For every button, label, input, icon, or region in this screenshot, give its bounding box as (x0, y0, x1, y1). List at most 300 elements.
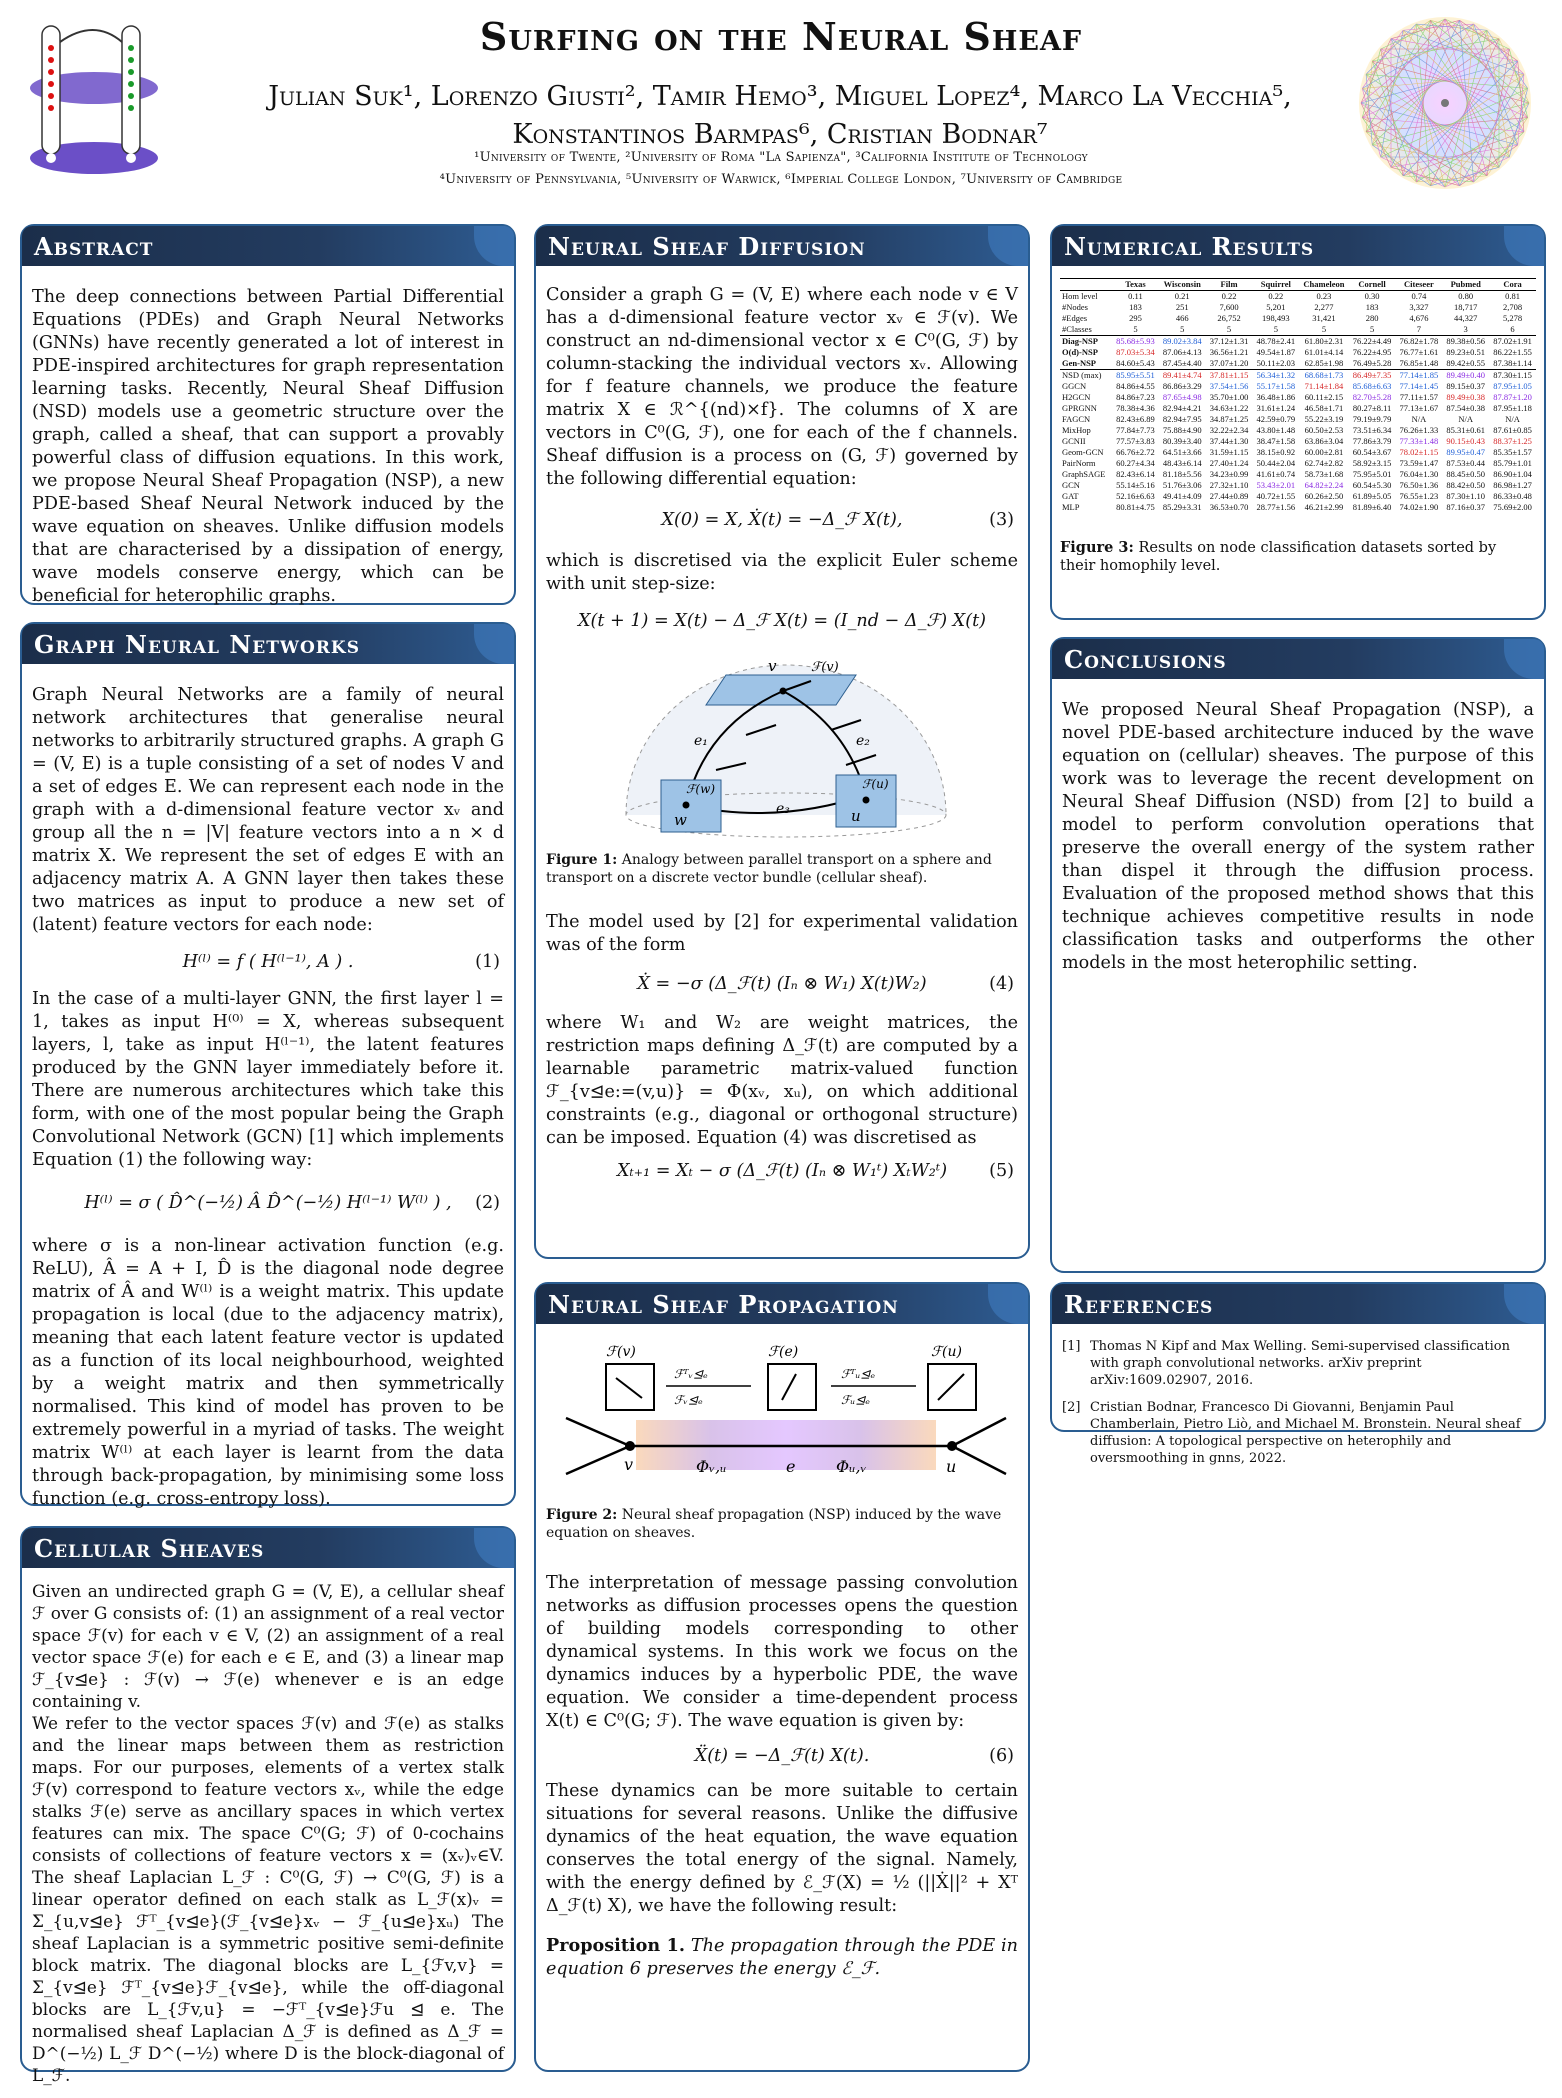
results-panel (1050, 224, 1546, 620)
table-row (1060, 502, 1536, 513)
table-cell: 75.95±5.01 (1352, 469, 1392, 479)
table-cell: 58.92±3.15 (1352, 458, 1392, 468)
table-cell: 61.89±5.05 (1352, 491, 1392, 501)
affiliations-line-2: ⁴University of Pennsylvania, ⁵University of Warwick, ⁶Imperial College London, ⁷University of Cambridge (439, 172, 1123, 187)
gnn-paragraph-1: Graph Neural Networks are a family of neural network architectures that generalise neural networks to arbitrarily structured graphs. A graph G = (V, E) is a tuple consisting of a set of nodes V and a set of edges E. We can represent each node in the graph with a d-dimensional feature vector xᵥ and group all the n = |V| feature vectors into a n × d matrix X. We represent the set of edges E with an adjacency matrix A. A GNN layer then takes these two matrices as input to produce a new set of (latent) feature vectors for each node: (32, 685, 504, 935)
row-label: Geom-GCN (1062, 447, 1104, 457)
table-cell: 88.45±0.50 (1446, 469, 1486, 479)
results-column-header (1060, 279, 1112, 291)
table-cell: 2,277 (1314, 302, 1334, 312)
equation-5-number: (5) (989, 1161, 1014, 1181)
table-cell: 31,421 (1312, 313, 1336, 323)
fig2-label-Fe: ℱ(e) (768, 1344, 799, 1360)
fig1-label-v: v (768, 657, 777, 675)
row-label: MixHop (1062, 425, 1091, 435)
table-cell: 68.68±1.73 (1299, 370, 1348, 382)
table-cell: 34.63±1.22 (1209, 403, 1249, 413)
results-column-header: Film (1206, 279, 1253, 291)
table-cell: 0.21 (1159, 291, 1206, 303)
table-cell: 60.54±3.67 (1352, 447, 1392, 457)
fig1-label-w: w (674, 811, 687, 829)
table-cell: 76.22±4.49 (1349, 336, 1396, 348)
authors (230, 78, 1330, 154)
table-cell: 50.44±2.04 (1256, 458, 1296, 468)
nsd-paragraph-2: which is discretised via the explicit Euler scheme with unit step-size: (546, 551, 1018, 594)
table-cell: 85.35±1.57 (1493, 447, 1532, 457)
affiliations-line-1: ¹University of Twente, ²University of Roma "La Sapienza", ³California Institute of Technology (474, 150, 1088, 165)
fig2-label-Fv: ℱ(v) (606, 1344, 636, 1360)
table-cell: 87.87±1.20 (1493, 392, 1532, 402)
equation-6-body: Ẍ(t) = −Δ_ℱ(t) X(t). (694, 1746, 870, 1766)
equation-2-number: (2) (475, 1193, 500, 1213)
table-cell: 84.86±7.23 (1116, 392, 1155, 402)
table-cell: 41.61±0.74 (1256, 469, 1296, 479)
table-cell: 87.95±1.05 (1493, 381, 1532, 391)
table-cell: 28.77±1.56 (1256, 502, 1296, 512)
table-cell: 74.02±1.90 (1399, 502, 1439, 512)
equation-2 (32, 1192, 504, 1215)
table-cell: 466 (1175, 313, 1189, 323)
table-row (1060, 436, 1536, 447)
table-cell: 62.74±2.82 (1304, 458, 1344, 468)
table-row (1060, 491, 1536, 502)
results-heading: Numerical Results (1052, 226, 1544, 266)
table-cell: 87.16±0.37 (1446, 502, 1486, 512)
table-cell: 48.43±6.14 (1162, 458, 1202, 468)
table-cell: 51.76±3.06 (1162, 480, 1202, 490)
table-row (1060, 347, 1536, 358)
table-cell: 280 (1365, 313, 1379, 323)
table-cell: 55.22±3.19 (1304, 414, 1344, 424)
table-cell: 62.85±1.98 (1304, 358, 1344, 368)
table-cell: 80.27±8.11 (1352, 403, 1392, 413)
equation-3-body: X(0) = X, Ẋ(t) = −Δ_ℱ X(t), (661, 510, 903, 530)
fig1-label-e2: e₂ (856, 733, 870, 749)
table-cell: 75.88±4.90 (1162, 425, 1202, 435)
table-cell: 85.29±3.31 (1162, 502, 1202, 512)
table-cell: 80.39±3.40 (1162, 436, 1202, 446)
table-cell: 60.11±2.15 (1304, 392, 1344, 402)
table-row (1060, 480, 1536, 491)
references-heading: References (1052, 1284, 1544, 1324)
table-cell: 37.07±1.20 (1209, 358, 1249, 368)
sheaves-heading: Cellular Sheaves (22, 1528, 514, 1568)
table-cell: 76.77±1.61 (1399, 347, 1439, 357)
figure-2-label: Figure 2: (546, 1507, 618, 1523)
figure-2-caption: Neural sheaf propagation (NSP) induced by the wave equation on sheaves. (546, 1507, 1002, 1541)
table-cell: 89.41±4.74 (1159, 370, 1206, 382)
table-cell: 78.38±4.36 (1116, 403, 1155, 413)
table-cell: 84.86±4.55 (1116, 381, 1155, 391)
table-cell: 251 (1175, 302, 1189, 312)
table-cell: 49.41±4.09 (1162, 491, 1202, 501)
table-cell: 5 (1180, 324, 1185, 334)
figure-3-caption: Results on node classification datasets sorted by their homophily level. (1060, 540, 1497, 574)
table-cell: 27.32±1.10 (1209, 480, 1249, 490)
abstract-heading: Abstract (22, 226, 514, 266)
results-table (1060, 278, 1536, 513)
table-cell: 18,717 (1453, 302, 1478, 312)
table-cell: 55.14±5.16 (1116, 480, 1155, 490)
table-cell: 27.40±1.24 (1209, 458, 1249, 468)
nsd-paragraph-4: where W₁ and W₂ are weight matrices, the restriction maps defining Δ_ℱ(t) are computed by a learnable parametric matrix-valued function ℱ_{v⊴e:=(v,u)} = Φ(xᵥ, xᵤ), on which additional constraints (e.g., diagonal or orthogonal structure) can be imposed. Equation (4) was discretised as (546, 1013, 1018, 1148)
results-column-header: Cora (1489, 279, 1536, 291)
table-cell: 76.55±1.23 (1399, 491, 1439, 501)
table-cell: 60.26±2.50 (1304, 491, 1344, 501)
table-cell: 86.22±1.55 (1493, 347, 1532, 357)
table-row (1060, 392, 1536, 403)
results-column-header: Cornell (1349, 279, 1396, 291)
table-row (1060, 458, 1536, 469)
row-label: H2GCN (1062, 392, 1091, 402)
table-cell: 82.70±5.28 (1352, 392, 1392, 402)
table-cell: 84.60±5.43 (1116, 358, 1155, 368)
equation-6-number: (6) (989, 1746, 1014, 1766)
table-cell: 0.80 (1442, 291, 1489, 303)
table-cell: 60.50±2.53 (1304, 425, 1344, 435)
table-cell: 5 (1133, 324, 1138, 334)
poster-title: Surfing on the Neural Sheaf (479, 14, 1083, 59)
table-cell: 87.02±1.91 (1489, 336, 1536, 348)
equation-1-number: (1) (475, 952, 500, 972)
table-cell: 0.22 (1206, 291, 1253, 303)
figure-1-sphere-diagram (546, 645, 1020, 845)
table-cell: 89.49±0.40 (1442, 370, 1489, 382)
proposition-1-text: The propagation through the PDE in equation 6 preserves the energy ℰ_ℱ. (546, 1936, 1019, 1979)
table-cell: 34.87±1.25 (1209, 414, 1249, 424)
fig2-label-v: v (624, 1455, 634, 1474)
table-row (1060, 291, 1536, 303)
table-cell: 42.59±0.79 (1256, 414, 1296, 424)
table-cell: 76.50±1.36 (1399, 480, 1439, 490)
table-cell: 77.84±7.73 (1116, 425, 1155, 435)
table-cell: 34.23±0.99 (1209, 469, 1249, 479)
equation-1-body: H⁽ˡ⁾ = f ( H⁽ˡ⁻¹⁾, A ) . (182, 952, 354, 972)
fig1-label-u: u (851, 807, 861, 825)
row-label: O(d)-NSP (1062, 347, 1098, 357)
fig1-label-Fv: ℱ(v) (811, 660, 839, 675)
sheaves-panel (20, 1526, 516, 2085)
table-cell: 66.76±2.72 (1116, 447, 1155, 457)
fig1-label-e3: e₃ (776, 801, 790, 817)
table-cell: 77.14±1.45 (1399, 381, 1439, 391)
table-cell: 60.54±5.30 (1352, 480, 1392, 490)
table-cell: 35.70±1.00 (1209, 392, 1249, 402)
equation-4-number: (4) (989, 974, 1014, 994)
table-cell: 77.57±3.83 (1116, 436, 1155, 446)
table-cell: 26,752 (1217, 313, 1241, 323)
table-cell: 85.31±0.61 (1446, 425, 1486, 435)
table-cell: 86.33±0.48 (1493, 491, 1532, 501)
table-cell: 89.15±0.37 (1446, 381, 1486, 391)
equation-6 (546, 1745, 1018, 1768)
table-cell: 86.49±7.35 (1349, 370, 1396, 382)
table-cell: 46.58±1.71 (1304, 403, 1344, 413)
table-cell: 27.44±0.89 (1209, 491, 1249, 501)
gnn-paragraph-2: In the case of a multi-layer GNN, the first layer l = 1, takes as input H⁽⁰⁾ = X, whereas subsequent layers, l, take as input H⁽ˡ⁻¹⁾, the latent features produced by the GNN layer immediately before it. There are numerous architectures which take this form, with one of the most popular being the Graph Convolutional Network (GCN) [1] which implements Equation (1) the following way: (32, 989, 504, 1170)
table-cell: 7,600 (1219, 302, 1239, 312)
row-label: GraphSAGE (1062, 469, 1106, 479)
fig2-label-phi-uv: Φᵤ,ᵥ (836, 1457, 867, 1476)
row-label: Gen-NSP (1062, 358, 1096, 368)
table-cell: 87.30±1.15 (1489, 370, 1536, 382)
table-cell: 3,327 (1409, 302, 1429, 312)
nsd-paragraph-3: The model used by [2] for experimental validation was of the form (546, 912, 1018, 955)
table-cell: 76.85±1.48 (1399, 358, 1439, 368)
table-row (1060, 324, 1536, 336)
table-cell: 0.22 (1252, 291, 1299, 303)
table-cell: 5,201 (1266, 302, 1286, 312)
table-cell: 295 (1129, 313, 1142, 323)
fig2-label-Fu: ℱ(u) (931, 1344, 962, 1360)
table-cell: 82.43±6.14 (1116, 469, 1155, 479)
table-cell: 82.94±4.21 (1162, 403, 1202, 413)
table-cell: 76.49±5.28 (1352, 358, 1392, 368)
reference-text: Thomas N Kipf and Max Welling. Semi-supervised classification with graph convolutional networks. arXiv preprint arXiv:1609.02907, 2016. (1090, 1339, 1510, 1388)
table-cell: 48.78±2.41 (1252, 336, 1299, 348)
figure-1-caption: Analogy between parallel transport on a sphere and transport on a discrete vector bundle (cellular sheaf). (546, 852, 992, 886)
table-cell: 61.01±4.14 (1304, 347, 1344, 357)
reference-number: [2] (1062, 1400, 1081, 1415)
table-cell: N/A (1458, 414, 1473, 424)
table-cell: 77.86±3.79 (1352, 436, 1392, 446)
equation-1 (32, 951, 504, 974)
sheaves-paragraph-1: Given an undirected graph G = (V, E), a cellular sheaf ℱ over G consists of: (1) an assignment of a real vector space ℱ(v) for each v ∈ V, (2) an assignment of a real vector space ℱ(e) for each e ∈ E, and (3) a linear map ℱ_{v⊴e} : ℱ(v) → ℱ(e) whenever e is an edge containing v. (32, 1581, 504, 1711)
fig1-label-Fw: ℱ(w) (686, 782, 716, 796)
table-cell: 0.30 (1349, 291, 1396, 303)
table-cell: 82.43±6.89 (1116, 414, 1155, 424)
table-cell: 50.11±2.03 (1256, 358, 1296, 368)
row-label: GCN (1062, 480, 1080, 490)
table-cell: 87.54±0.38 (1446, 403, 1486, 413)
table-cell: 86.86±3.29 (1162, 381, 1202, 391)
table-cell: 36.56±1.21 (1209, 347, 1249, 357)
nsp-panel (534, 1282, 1030, 2072)
table-cell: 0.74 (1395, 291, 1442, 303)
table-cell: 5 (1369, 324, 1375, 334)
table-cell: 78.02±1.15 (1399, 447, 1439, 457)
table-cell: 183 (1129, 302, 1142, 312)
figure-2-propagation-diagram (546, 1338, 1020, 1488)
table-cell: 64.51±3.66 (1162, 447, 1202, 457)
table-cell: 31.61±1.24 (1256, 403, 1296, 413)
table-cell: 86.98±1.27 (1493, 480, 1532, 490)
table-cell: 0.11 (1112, 291, 1159, 303)
equation-5 (546, 1160, 1018, 1183)
table-cell: 86.90±1.04 (1493, 469, 1532, 479)
table-cell: 88.37±1.25 (1493, 436, 1532, 446)
table-row (1060, 469, 1536, 480)
fig2-label-map4: ℱᵤ⊴ₑ (841, 1393, 870, 1407)
results-column-header: Pubmed (1442, 279, 1489, 291)
gnn-paragraph-3: where σ is a non-linear activation function (e.g. ReLU), Â = A + I, D̂ is the diagonal node degree matrix of Â and W⁽ˡ⁾ is a weight matrix. This update propagation is local (due to the adjacency matrix), meaning that each latent feature vector is updated as a function of its local neighbourhood, weighted by a weight matrix and then symmetrically normalised. This kind of model has proven to be extremely powerful in a myriad of tasks. The weight matrix W⁽ˡ⁾ at each layer is learnt from the data through back-propagation, by minimising some loss function (e.g. cross-entropy loss). (32, 1236, 504, 1509)
table-cell: 44,327 (1453, 313, 1478, 323)
table-cell: 71.14±1.84 (1304, 381, 1344, 391)
table-row (1060, 302, 1536, 313)
table-cell: N/A (1505, 414, 1520, 424)
table-cell: 60.27±4.34 (1116, 458, 1155, 468)
references-list (1052, 1324, 1544, 1491)
table-cell: 61.80±2.31 (1299, 336, 1348, 348)
table-cell: 0.23 (1299, 291, 1348, 303)
fig2-label-map3: ℱᵀᵤ⊴ₑ (841, 1367, 875, 1381)
equation-4 (546, 973, 1018, 996)
nsp-paragraph-2: These dynamics can be more suitable to certain situations for several reasons. Unlike the diffusive dynamics of the heat equation, the wave equation conserves the total energy of the signal. Namely, with the energy defined by ℰ_ℱ(X) = ½ (||Ẋ||² + Xᵀ Δ_ℱ(t) X), we have the following result: (546, 1781, 1018, 1916)
results-table-meta (1060, 291, 1536, 336)
table-row (1060, 358, 1536, 370)
table-cell: 88.42±0.50 (1446, 480, 1486, 490)
table-cell: 60.00±2.81 (1304, 447, 1344, 457)
fig2-label-u: u (946, 1457, 957, 1476)
abstract-text: The deep connections between Partial Differential Equations (PDEs) and Graph Neural Networks (GNNs) have recently generated a lot of interest in PDE-inspired architectures for graph representation learning tasks. Recently, Neural Sheaf Diffusion (NSD) models use a geometric structure over the graph, called a sheaf, that can support a provably powerful class of diffusion equations. In this work, we propose Neural Sheaf Propagation (NSP), a new PDE-based Sheaf Neural Network induced by the wave equation on sheaves. Unlike diffusion models that are characterised by a dissipation of energy, wave models conserve energy, which can be beneficial for heterophilic graphs. (32, 287, 504, 606)
table-cell: 89.49±0.38 (1446, 392, 1486, 402)
table-cell: 76.82±1.78 (1395, 336, 1442, 348)
table-cell: 37.44±1.30 (1209, 436, 1249, 446)
table-cell: 77.11±1.57 (1399, 392, 1439, 402)
results-column-header: Texas (1112, 279, 1159, 291)
mandala-graph-icon (1356, 14, 1534, 192)
results-column-header: Chameleon (1299, 279, 1348, 291)
table-cell: 89.38±0.56 (1442, 336, 1489, 348)
row-label: GGCN (1062, 381, 1087, 391)
table-cell: 87.61±0.85 (1493, 425, 1532, 435)
results-table-baselines (1060, 370, 1536, 514)
table-cell: 0.81 (1489, 291, 1536, 303)
table-cell: 85.68±6.63 (1352, 381, 1392, 391)
proposition-1-label: Proposition 1. (546, 1935, 685, 1956)
row-label: GAT (1062, 491, 1079, 501)
table-row (1060, 425, 1536, 436)
table-row (1060, 370, 1536, 382)
row-label: FAGCN (1062, 414, 1091, 424)
table-cell: 85.95±5.51 (1112, 370, 1159, 382)
row-label: MLP (1062, 502, 1080, 512)
table-cell: 77.14±1.85 (1395, 370, 1442, 382)
table-cell: 38.47±1.58 (1256, 436, 1296, 446)
table-cell: 87.95±1.18 (1493, 403, 1532, 413)
table-row (1060, 381, 1536, 392)
nsp-paragraph-1: The interpretation of message passing convolution networks as diffusion processes opens the question of building models corresponding to other dynamical systems. In this work we focus on the dynamics induces by a hyperbolic PDE, the wave equation. We consider a time-dependent process X(t) ∈ C⁰(G; ℱ). The wave equation is given by: (546, 1573, 1018, 1731)
authors-line-2: Konstantinos Barmpas⁶, Cristian Bodnar⁷ (512, 119, 1048, 150)
row-label: NSD (max) (1060, 370, 1112, 382)
table-row (1060, 403, 1536, 414)
table-cell: 183 (1365, 302, 1379, 312)
sheaves-paragraph-2: We refer to the vector spaces ℱ(v) and ℱ(e) as stalks and the linear maps between them as restriction maps. For our purposes, elements of a vertex stalk ℱ(v) correspond to feature vectors xᵥ, while the edge stalks ℱ(e) serve as ancillary spaces in which vertex features can mix. The space C⁰(G; ℱ) of 0-cochains consists of collections of feature vectors x = (xᵥ)ᵥ∈V. The sheaf Laplacian L_ℱ : C⁰(G, ℱ) → C⁰(G, ℱ) is a linear operator defined on each stalk as L_ℱ(x)ᵥ = Σ_{u,v⊴e} ℱᵀ_{v⊴e}(ℱ_{v⊴e}xᵥ − ℱ_{u⊴e}xᵤ) The sheaf Laplacian is a symmetric positive semi-definite block matrix. The diagonal blocks are L_{ℱv,v} = Σ_{v⊴e} ℱᵀ_{v⊴e}ℱ_{v⊴e}, while the off-diagonal blocks are L_{ℱv,u} = −ℱᵀ_{v⊴e}ℱu ⊴ e. The normalised sheaf Laplacian Δ_ℱ is defined as Δ_ℱ = D^(−½) L_ℱ D^(−½) where D is the block-diagonal of L_ℱ. (32, 1713, 504, 2085)
table-cell: 75.69±2.00 (1493, 502, 1532, 512)
table-cell: 5 (1226, 324, 1232, 334)
table-cell: 5 (1321, 324, 1327, 334)
table-cell: 56.34±1.32 (1252, 370, 1299, 382)
table-cell: 2,708 (1502, 302, 1523, 312)
table-row (1060, 414, 1536, 425)
row-label: #Edges (1062, 313, 1088, 323)
results-table-header (1060, 279, 1536, 291)
fig2-label-map2: ℱᵥ⊴ₑ (674, 1393, 703, 1407)
table-cell: 38.15±0.92 (1256, 447, 1296, 457)
row-label: Hom level (1060, 291, 1112, 303)
reference-number: [1] (1062, 1339, 1081, 1354)
table-cell: 79.19±9.79 (1352, 414, 1392, 424)
table-cell: 85.79±1.01 (1493, 458, 1532, 468)
nsd-heading: Neural Sheaf Diffusion (536, 226, 1028, 266)
table-cell: 87.45±4.40 (1162, 358, 1202, 368)
nsp-heading: Neural Sheaf Propagation (536, 1284, 1028, 1324)
sheaf-logo-icon (14, 18, 224, 178)
table-cell: 76.22±4.95 (1352, 347, 1392, 357)
fig1-label-e1: e₁ (694, 733, 708, 749)
table-cell: 87.38±1.14 (1493, 358, 1532, 368)
table-cell: 37.12±1.31 (1206, 336, 1253, 348)
equation-4-body: Ẋ = −σ (Δ_ℱ(t) (Iₙ ⊗ W₁) X(t)W₂) (637, 974, 927, 994)
table-row (1060, 336, 1536, 348)
table-cell: 64.82±2.24 (1304, 480, 1344, 490)
row-label: PairNorm (1062, 458, 1096, 468)
table-cell: 31.59±1.15 (1209, 447, 1249, 457)
table-cell: 36.48±1.86 (1256, 392, 1296, 402)
table-cell: 80.81±4.75 (1116, 502, 1155, 512)
table-cell: 37.81±1.15 (1206, 370, 1253, 382)
results-column-header: Citeseer (1395, 279, 1442, 291)
nsd-panel (534, 224, 1030, 1259)
equation-3-number: (3) (989, 510, 1014, 530)
table-cell: 76.04±1.30 (1399, 469, 1439, 479)
fig2-label-map1: ℱᵀᵥ⊴ₑ (674, 1367, 708, 1381)
table-cell: 7 (1416, 324, 1421, 334)
table-cell: 89.95±0.47 (1446, 447, 1486, 457)
table-cell: 5,278 (1502, 313, 1523, 323)
fig2-label-e: e (786, 1457, 796, 1476)
row-label: Diag-NSP (1060, 336, 1112, 348)
conclusions-panel (1050, 637, 1546, 1273)
table-cell: 4,676 (1409, 313, 1429, 323)
row-label: GPRGNN (1062, 403, 1097, 413)
table-cell: 55.17±1.58 (1256, 381, 1296, 391)
abstract-panel (20, 224, 516, 605)
table-cell: 76.26±1.33 (1399, 425, 1439, 435)
results-table-nsp (1060, 336, 1536, 370)
table-cell: 43.80±1.48 (1256, 425, 1296, 435)
row-label: #Classes (1062, 324, 1092, 334)
table-cell: 5 (1273, 324, 1278, 334)
table-cell: 32.22±2.34 (1209, 425, 1249, 435)
table-cell: 87.53±0.44 (1446, 458, 1486, 468)
reference-item (1062, 1338, 1534, 1389)
table-cell: 63.86±3.04 (1304, 436, 1344, 446)
results-column-header: Squirrel (1252, 279, 1299, 291)
table-cell: 90.15±0.43 (1446, 436, 1486, 446)
table-cell: 73.59±1.47 (1399, 458, 1439, 468)
equation-5-body: Xₜ₊₁ = Xₜ − σ (Δ_ℱ(t) (Iₙ ⊗ W₁ᵗ) XₜW₂ᵗ) (616, 1161, 948, 1181)
conclusions-text: We proposed Neural Sheaf Propagation (NSP), a novel PDE-based architecture induced by the wave equation on (cellular) sheaves. The purpose of this work was to leverage the recent development on Neural Sheaf Diffusion (NSD) from [2] to build a model to perform convolution operations that preserve the overall energy of the system rather than dispel it through the diffusion process. Evaluation of the proposed method shows that this technique achieves competitive results in node classification tasks and outperforms the other models in the most heterophilic setting. (1062, 700, 1534, 973)
table-cell: 87.65±4.98 (1162, 392, 1202, 402)
table-cell: 87.03±5.34 (1116, 347, 1155, 357)
table-cell: 77.13±1.67 (1399, 403, 1439, 413)
table-cell: 46.21±2.99 (1304, 502, 1344, 512)
table-cell: 36.53±0.70 (1209, 502, 1249, 512)
authors-line-1: Julian Suk¹, Lorenzo Giusti², Tamir Hemo³, Miguel Lopez⁴, Marco La Vecchia⁵, (268, 81, 1292, 112)
results-column-header: Wisconsin (1159, 279, 1206, 291)
equation-euler: X(t + 1) = X(t) − Δ_ℱ X(t) = (I_nd − Δ_ℱ) X(t) (577, 611, 987, 631)
table-cell: 77.33±1.48 (1399, 436, 1439, 446)
table-cell: 6 (1510, 324, 1515, 334)
conclusions-heading: Conclusions (1052, 639, 1544, 679)
table-cell: 81.89±6.40 (1352, 502, 1392, 512)
table-cell: 89.23±0.51 (1446, 347, 1486, 357)
table-cell: 82.94±7.95 (1162, 414, 1202, 424)
table-cell: N/A (1411, 414, 1427, 424)
table-cell: 40.72±1.55 (1256, 491, 1296, 501)
table-cell: 89.02±3.84 (1159, 336, 1206, 348)
